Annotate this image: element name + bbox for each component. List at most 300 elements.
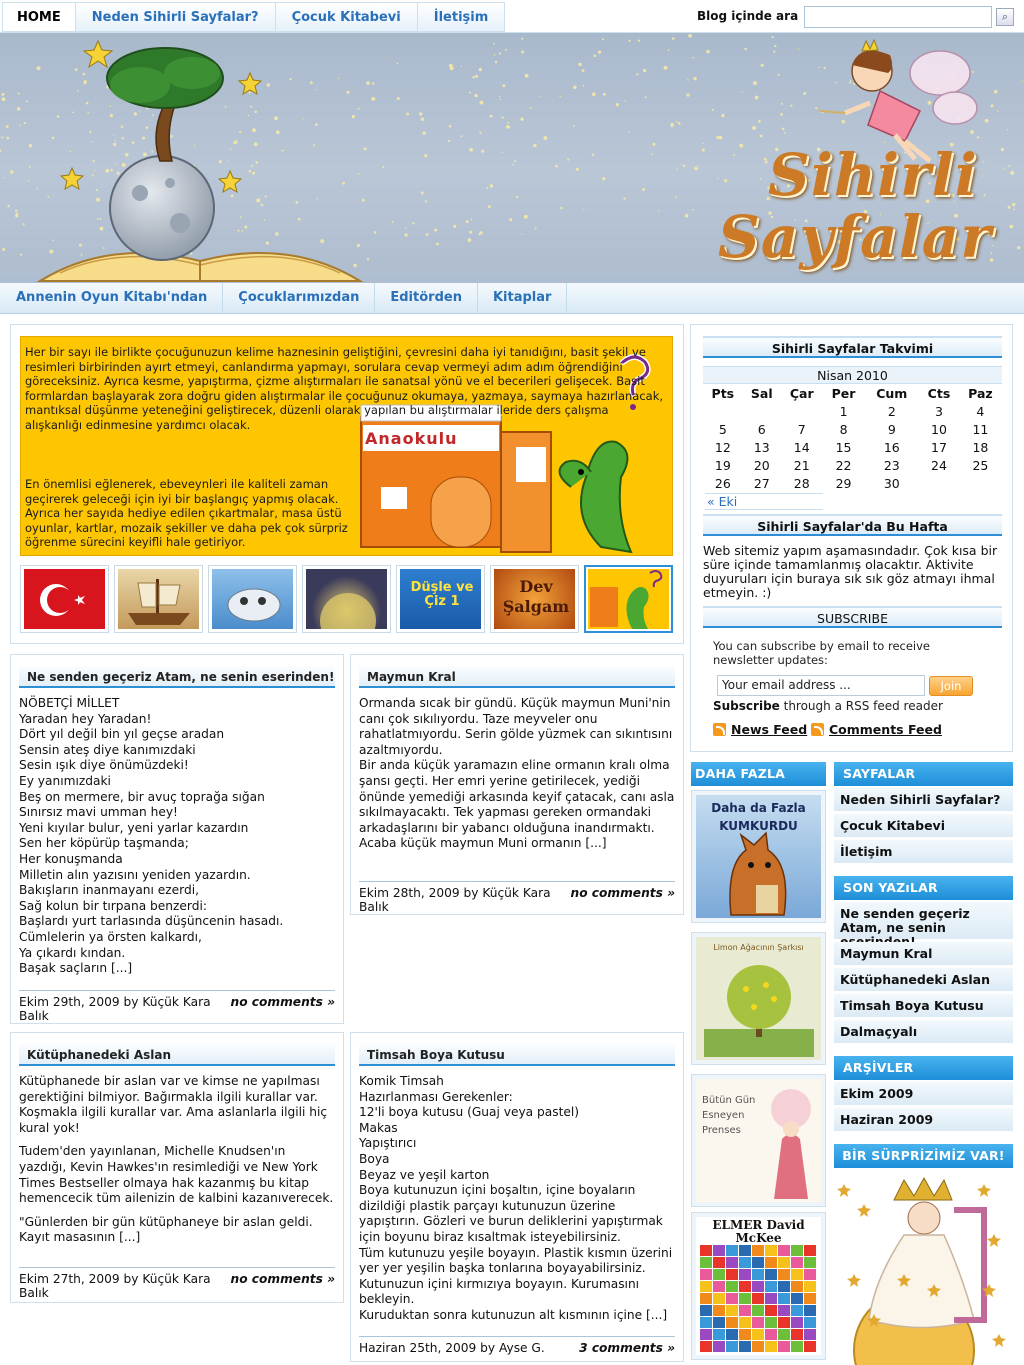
- princess-cover-art: [696, 1079, 821, 1202]
- star-dot: [628, 40, 630, 42]
- post-text-line: Sınırsız mavi umman hey!: [19, 805, 178, 820]
- featured-slide[interactable]: [20, 336, 673, 556]
- star-dot: [706, 50, 710, 54]
- star-dot: [521, 38, 523, 40]
- star-dot: [761, 64, 764, 67]
- star-dot: [145, 126, 148, 129]
- elmer-patch-square: [804, 1257, 816, 1268]
- star-dot: [310, 81, 313, 84]
- star-dot: [421, 191, 424, 194]
- star-dot: [717, 178, 718, 179]
- thumbnail-dusle-ciz[interactable]: [396, 565, 485, 633]
- star-dot: [480, 101, 484, 105]
- star-dot: [516, 196, 518, 198]
- elmer-patch-square: [726, 1305, 738, 1316]
- calendar-day-header: Paz: [968, 385, 993, 401]
- elmer-patch-square: [778, 1281, 790, 1292]
- post-meta: [19, 990, 335, 1023]
- star-dot: [364, 147, 367, 150]
- star-dot: [478, 233, 480, 235]
- nav-editorden[interactable]: Editörden: [375, 283, 478, 313]
- star-dot: [513, 164, 515, 166]
- star-dot: [493, 43, 495, 45]
- star-dot: [100, 227, 104, 231]
- star-dot: [52, 240, 54, 242]
- star-dot: [692, 57, 694, 59]
- star-dot: [357, 244, 360, 247]
- star-dot: [501, 151, 503, 153]
- star-dot: [520, 117, 523, 120]
- star-dot: [91, 141, 92, 142]
- star-dot: [784, 132, 786, 134]
- book-cover-elmer[interactable]: [691, 1212, 826, 1360]
- star-dot: [264, 219, 266, 221]
- surprise-title: BİR SÜRPRİZİMİZ VAR!: [834, 1144, 1013, 1168]
- star-dot: [358, 108, 360, 110]
- calendar-day-header: Çar: [789, 385, 814, 401]
- star-dot: [352, 115, 355, 118]
- calendar-day: 16: [883, 439, 900, 455]
- header-banner: [0, 33, 1024, 283]
- elmer-patch-square: [791, 1317, 803, 1328]
- star-dot: [313, 144, 315, 146]
- star-dot: [782, 128, 785, 131]
- star-dot: [780, 113, 783, 116]
- logo-line-1: Sihirli: [768, 141, 978, 209]
- star-dot: [471, 219, 473, 221]
- calendar-day: [743, 402, 781, 420]
- star-dot: [89, 131, 91, 133]
- calendar-day: [919, 474, 959, 492]
- post-title[interactable]: Timsah Boya Kutusu: [359, 1043, 675, 1066]
- star-dot: [567, 158, 569, 160]
- star-dot: [23, 223, 25, 225]
- subscribe-email-input[interactable]: Your email address ...: [717, 675, 925, 696]
- nav-iletisim[interactable]: İletişim: [418, 2, 506, 32]
- thumbnail-blue-sheep[interactable]: [208, 565, 297, 633]
- search-icon: ⌕: [1001, 10, 1009, 23]
- star-dot: [507, 122, 509, 124]
- star-dot: [983, 161, 985, 163]
- elmer-patch-square: [765, 1329, 777, 1340]
- lemon-tree-cover-art: [696, 937, 821, 1060]
- news-feed-link[interactable]: [713, 722, 807, 737]
- star-dot: [265, 195, 267, 197]
- star-dot: [228, 160, 229, 161]
- star-dot: [18, 92, 20, 94]
- recent-item-maymun-kral[interactable]: Maymun Kral: [834, 942, 1013, 966]
- elmer-patch-square: [791, 1269, 803, 1280]
- post-date-author: Haziran 25th, 2009 by Ayse G.: [359, 1341, 545, 1355]
- calendar-day: 18: [972, 439, 989, 455]
- elmer-patch-square: [752, 1305, 764, 1316]
- star-dot: [602, 38, 604, 40]
- star-dot: [239, 131, 241, 133]
- post-text-line: Boya kutunuzun içini boşaltın, içine boyaların dizildiği plastik parçayı kutunuzun üzerine yapıştırın. Gözleri ve burun deliklerini yapıştırmak için boyunu biraz kısaltmak isteyebilirsiniz.: [359, 1183, 663, 1244]
- recent-item-kutuphanedeki-aslan[interactable]: Kütüphanedeki Aslan: [834, 968, 1013, 992]
- surprise-image[interactable]: [834, 1170, 1013, 1365]
- star-dot: [501, 117, 503, 119]
- elmer-patch-square: [778, 1317, 790, 1328]
- star-dot: [72, 111, 74, 113]
- star-dot: [668, 49, 670, 51]
- star-dot: [824, 67, 826, 69]
- star-dot: [97, 218, 99, 220]
- star-dot: [744, 48, 746, 50]
- nav-annenin-oyun-kitabi[interactable]: Annenin Oyun Kitabı'ndan: [1, 283, 223, 313]
- star-dot: [194, 145, 195, 146]
- elmer-patch-square: [713, 1269, 725, 1280]
- recent-item-atam[interactable]: Ne senden geçeriz Atam, ne senin: [834, 902, 1013, 940]
- star-dot: [249, 91, 251, 93]
- elmer-patch-square: [765, 1317, 777, 1328]
- star-dot: [985, 119, 989, 123]
- pages-item-iletisim[interactable]: İletişim: [834, 840, 1013, 864]
- calendar-day: 28: [793, 475, 810, 491]
- post-meta: [359, 1336, 675, 1355]
- moon-book-image: [306, 569, 387, 629]
- star-dot: [1001, 148, 1004, 151]
- thumbnail-dev-salgam[interactable]: [490, 565, 579, 633]
- star-dot: [143, 153, 147, 157]
- logo-line-2: Sayfalar: [718, 203, 992, 271]
- recent-item-timsah[interactable]: Timsah Boya Kutusu: [834, 994, 1013, 1018]
- calendar-day: 26: [714, 475, 731, 491]
- elmer-patch-square: [700, 1245, 712, 1256]
- calendar-day: [703, 402, 743, 420]
- decor-star: [857, 1204, 871, 1217]
- elmer-patch-square: [713, 1245, 725, 1256]
- star-dot: [255, 161, 258, 164]
- pages-item-neden[interactable]: Neden Sihirli Sayfalar?: [834, 788, 1013, 812]
- thumbnail-anaokulu[interactable]: [584, 565, 673, 633]
- elmer-patch-square: [739, 1281, 751, 1292]
- star-dot: [642, 188, 645, 191]
- nav-kitaplar[interactable]: Kitaplar: [478, 283, 567, 313]
- star-dot: [244, 226, 247, 229]
- calendar-day: [959, 474, 1002, 492]
- star-dot: [602, 177, 605, 180]
- star-dot: [992, 245, 993, 246]
- star-dot: [628, 131, 629, 132]
- post-text-line: Sensin ateş diye kanımızdaki: [19, 742, 196, 757]
- archive-item-ekim-2009[interactable]: Ekim 2009: [834, 1082, 1013, 1106]
- star-dot: [560, 207, 563, 210]
- search-input[interactable]: [804, 6, 992, 28]
- star-dot: [742, 91, 743, 92]
- calendar-day: 29: [835, 475, 852, 491]
- star-dot: [692, 209, 694, 211]
- star-dot: [421, 117, 424, 120]
- elmer-patch-square: [765, 1281, 777, 1292]
- elmer-patch-square: [804, 1329, 816, 1340]
- elmer-patch-square: [791, 1329, 803, 1340]
- elmer-patch-square: [713, 1257, 725, 1268]
- post-title[interactable]: Kütüphanedeki Aslan: [19, 1043, 335, 1066]
- star-dot: [573, 125, 575, 127]
- post-comments-link[interactable]: no comments »: [230, 1272, 335, 1286]
- elmer-patch-square: [726, 1269, 738, 1280]
- star-dot: [252, 128, 256, 132]
- star-dot: [347, 91, 350, 94]
- star-dot: [10, 170, 13, 173]
- post-card-maymun-kral: [350, 654, 684, 915]
- calendar-day: 9: [887, 421, 896, 437]
- star-dot: [93, 160, 95, 162]
- star-dot: [134, 112, 137, 115]
- elmer-patch-square: [765, 1341, 777, 1352]
- post-text-line: Yaradan hey Yaradan!: [19, 711, 152, 726]
- star-dot: [702, 149, 705, 152]
- star-dot: [687, 79, 689, 81]
- elmer-patch-square: [778, 1257, 790, 1268]
- dev-salgam-cover-text: Dev Şalgam: [502, 577, 570, 616]
- star-dot: [70, 150, 72, 152]
- star-dot: [103, 247, 105, 249]
- star-dot: [688, 34, 692, 38]
- star-dot: [320, 239, 324, 243]
- star-dot: [2, 248, 5, 251]
- star-dot: [638, 39, 640, 41]
- decor-star: [977, 1184, 991, 1197]
- post-text-line: Beyaz ve yeşil karton: [359, 1167, 490, 1182]
- elmer-patch-square: [804, 1293, 816, 1304]
- star-dot: [479, 68, 482, 71]
- elmer-patch-square: [726, 1293, 738, 1304]
- star-dot: [338, 78, 339, 79]
- post-text-line: Sen her köpürüp taşmanda;: [19, 836, 189, 851]
- post-text-line: Cümlelerin ya örsten kalkardı,: [19, 929, 202, 944]
- star-dot: [87, 112, 89, 114]
- princess-on-moon-illustration: [834, 1170, 1013, 1365]
- star-dot: [678, 122, 681, 125]
- nav-neden-sihirli-sayfalar[interactable]: Neden Sihirli Sayfalar?: [76, 2, 276, 32]
- nav-cocuk-kitabevi[interactable]: Çocuk Kitabevi: [276, 2, 418, 32]
- star-dot: [764, 158, 767, 161]
- star-dot: [494, 54, 496, 56]
- elmer-patch-square: [739, 1317, 751, 1328]
- star-dot: [773, 51, 775, 53]
- star-dot: [724, 179, 727, 182]
- elmer-cover-title: ELMER David McKee: [696, 1219, 821, 1245]
- elmer-patch-square: [713, 1305, 725, 1316]
- elmer-patch-square: [804, 1245, 816, 1256]
- star-dot: [317, 198, 318, 199]
- star-dot: [267, 83, 271, 87]
- star-dot: [559, 95, 561, 97]
- star-dot: [555, 165, 558, 168]
- book-cover-butun-gun-esneyen-prenses[interactable]: [691, 1074, 826, 1207]
- calendar-day: 30: [883, 475, 900, 491]
- elmer-patch-square: [739, 1269, 751, 1280]
- star-dot: [652, 143, 655, 146]
- subscribe-title: SUBSCRIBE: [703, 606, 1002, 628]
- star-dot: [132, 141, 135, 144]
- star-dot: [984, 194, 986, 196]
- rss-icon: [811, 723, 824, 736]
- calendar-day: 6: [757, 421, 766, 437]
- elmer-patch-square: [765, 1293, 777, 1304]
- star-dot: [250, 106, 252, 108]
- thumbnail-moon-book[interactable]: [302, 565, 391, 633]
- star-dot: [2, 93, 5, 96]
- star-dot: [499, 96, 500, 97]
- elmer-patch-square: [713, 1293, 725, 1304]
- blue-sheep-image: [212, 569, 293, 629]
- star-dot: [262, 205, 264, 207]
- calendar-day-header: Per: [831, 385, 856, 401]
- post-text-line: Kütüphanede bir aslan var ve kimse ne yapılması gerektiğini bilmiyor. Bağırmakla ilgili kurallar var. Koşmakla ilgili kurallar var. Ama aslanlarla ilgili hiç kural yok!: [19, 1074, 328, 1135]
- elmer-patch-square: [700, 1317, 712, 1328]
- elmer-patch-square: [791, 1245, 803, 1256]
- star-dot: [636, 73, 638, 75]
- star-dot: [664, 66, 668, 70]
- post-comments-link[interactable]: no comments »: [230, 995, 335, 1009]
- star-dot: [434, 229, 437, 232]
- post-text-line: Ey yanımızdaki: [19, 773, 111, 788]
- star-dot: [803, 92, 806, 95]
- star-dot: [982, 175, 983, 176]
- elmer-patch-square: [752, 1293, 764, 1304]
- star-dot: [453, 225, 456, 228]
- star-dot: [592, 92, 596, 96]
- star-dot: [99, 218, 101, 220]
- post-excerpt: [359, 696, 675, 852]
- join-button[interactable]: Join: [929, 676, 973, 696]
- star-dot: [362, 199, 365, 202]
- post-comments-link[interactable]: no comments »: [570, 886, 675, 900]
- search-button[interactable]: [996, 8, 1014, 26]
- star-dot: [624, 100, 625, 101]
- elmer-patch-square: [752, 1269, 764, 1280]
- lemon-tree-cover-title: Limon Ağacının Şarkısı: [713, 943, 804, 952]
- calendar-month: Nisan 2010: [703, 366, 1002, 384]
- nav-cocuklarimizdan[interactable]: Çocuklarımızdan: [223, 283, 375, 313]
- calendar-day: 12: [714, 439, 731, 455]
- post-comments-link[interactable]: 3 comments »: [579, 1341, 675, 1355]
- elmer-patch-square: [765, 1305, 777, 1316]
- star-dot: [468, 238, 472, 242]
- calendar-day: 15: [835, 439, 852, 455]
- recent-item-dalmacyali[interactable]: Dalmaçyalı: [834, 1020, 1013, 1044]
- category-navigation: [0, 283, 1024, 314]
- decor-star: [847, 1274, 861, 1287]
- post-text-line: Boya: [359, 1151, 390, 1166]
- star-dot: [115, 140, 116, 141]
- star-dot: [1012, 203, 1016, 207]
- calendar-day: [781, 402, 823, 420]
- post-title[interactable]: Ne senden geçeriz Atam, ne senin eserinden!: [19, 665, 335, 688]
- post-text-line: Her konuşmanda: [19, 851, 123, 866]
- star-dot: [230, 148, 232, 150]
- calendar: [703, 366, 1002, 492]
- elmer-patch-square: [713, 1317, 725, 1328]
- calendar-day: 1: [839, 403, 848, 419]
- thumbnail-turkish-flag[interactable]: [20, 565, 109, 633]
- calendar-day: 13: [753, 439, 770, 455]
- post-title[interactable]: Maymun Kral: [359, 665, 675, 688]
- prenses-cover-title: Bütün Gün Esneyen Prenses: [702, 1095, 756, 1136]
- elmer-patch-square: [726, 1257, 738, 1268]
- star-dot: [598, 51, 601, 54]
- star-dot: [991, 104, 994, 107]
- star-dot: [835, 82, 836, 83]
- star-dot: [49, 250, 53, 254]
- star-dot: [970, 130, 974, 134]
- elmer-patch-square: [804, 1281, 816, 1292]
- star-dot: [676, 169, 678, 171]
- anaokulu-box-word: Anaokulu: [365, 429, 458, 448]
- star-dot: [928, 101, 932, 105]
- calendar-day-header: Sal: [750, 385, 773, 401]
- archive-item-haziran-2009[interactable]: Haziran 2009: [834, 1108, 1013, 1132]
- star-dot: [798, 48, 799, 49]
- book-cover-limon-agacinin-sarkisi[interactable]: [691, 932, 826, 1065]
- star-dot: [658, 210, 659, 211]
- thumbnail-pirate-ship[interactable]: [114, 565, 203, 633]
- calendar-day: 4: [976, 403, 985, 419]
- post-text-line: Tudem'den yayınlanan, Michelle Knudsen'ın yazdığı, Kevin Hawkes'ın resimlediği ve New York Times Bestseller olmaya hak kazanmış bu kitap hemencecik tüm ailenizin de kalbini kazanıverecek.: [19, 1144, 334, 1206]
- star-dot: [500, 98, 501, 99]
- elmer-patch-square: [778, 1341, 790, 1352]
- elmer-patch-square: [726, 1281, 738, 1292]
- elmer-patch-square: [700, 1269, 712, 1280]
- star-dot: [449, 64, 453, 68]
- elmer-patch-square: [752, 1245, 764, 1256]
- star-dot: [424, 154, 427, 157]
- star-dot: [1013, 209, 1015, 211]
- pages-item-cocuk-kitabevi[interactable]: Çocuk Kitabevi: [834, 814, 1013, 838]
- nav-home[interactable]: HOME: [2, 2, 76, 32]
- elmer-patch-square: [739, 1257, 751, 1268]
- post-text-line: NÖBETÇİ MİLLET: [19, 696, 120, 710]
- comments-feed-link[interactable]: [811, 722, 942, 737]
- star-dot: [57, 115, 60, 118]
- this-week-title: Sihirli Sayfalar'da Bu Hafta: [703, 514, 1002, 536]
- star-dot: [315, 123, 318, 126]
- star-dot: [755, 96, 759, 100]
- star-dot: [151, 151, 153, 153]
- star-dot: [675, 196, 677, 198]
- star-dot: [302, 118, 303, 119]
- elmer-patch-square: [726, 1317, 738, 1328]
- star-dot: [36, 188, 38, 190]
- post-card-ne-senden-gecer: [10, 654, 344, 1024]
- post-text-line: Hazırlanması Gerekenler:: [359, 1089, 513, 1104]
- featured-text-2: En önemlisi eğlenerek, ebeveynleri ile kaliteli zaman geçirerek geleceği için iyi bir başlangıç yapmış olacak. Ayrıca her sayıda hediye edilen çıkartmalar, masa üstü oyunlar, kartlar, mozaik şekiller ve daha pek çok sürpriz öğrenme sürecini keyifli hale getiriyor.: [25, 477, 348, 549]
- calendar-day: 25: [972, 457, 989, 473]
- elmer-patch-square: [804, 1341, 816, 1352]
- subscribe-text: You can subscribe by email to receive newsletter updates:: [713, 639, 930, 667]
- post-text-line: 12'li boya kutusu (Guaj veya pastel): [359, 1105, 579, 1120]
- star-dot: [79, 244, 82, 247]
- star-dot: [426, 233, 429, 236]
- star-dot: [113, 143, 116, 146]
- star-dot: [694, 167, 698, 171]
- star-dot: [495, 61, 498, 64]
- post-text-line: Başak saçların [...]: [19, 961, 133, 976]
- calendar-day: 27: [753, 475, 770, 491]
- elmer-patch-square: [791, 1341, 803, 1352]
- post-text-line: Dört yıl değil bin yıl geçse aradan: [19, 727, 225, 742]
- elmer-patch-square: [700, 1329, 712, 1340]
- calendar-prev-link[interactable]: « Eki: [705, 493, 823, 510]
- calendar-day: 22: [835, 457, 852, 473]
- book-cover-kumkurdu[interactable]: [691, 790, 826, 923]
- star-dot: [505, 49, 507, 51]
- featured-text-1: Her bir sayı ile birlikte çocuğunuzun kelime haznesinin geliştiğini, çevresini daha iyi tanıdığını, basit şekil ve resimleri birbirinden ayırt etmeyi, canlandırma yapmayı, sorulara cevap vermeyi adım adım öğrendiğini göreceksiniz. Ayrıca kesme, yapıştırma, çizme alıştırmaları ile sanatsal yönü ve el becerileri gelişecek. Basit formlardan başlayarak zora doğru giden alıştırmalar ile çocuğunuz okumaya, yazmaya, saymaya hazırlanacak, mantıksal düşünme yeteneğini geliştirecek, düzenli olarak yapılan bu alıştırmalar ileride ders çalışma alışkanlığı edinmesine yardımcı olacak.: [25, 345, 664, 432]
- star-dot: [315, 89, 316, 90]
